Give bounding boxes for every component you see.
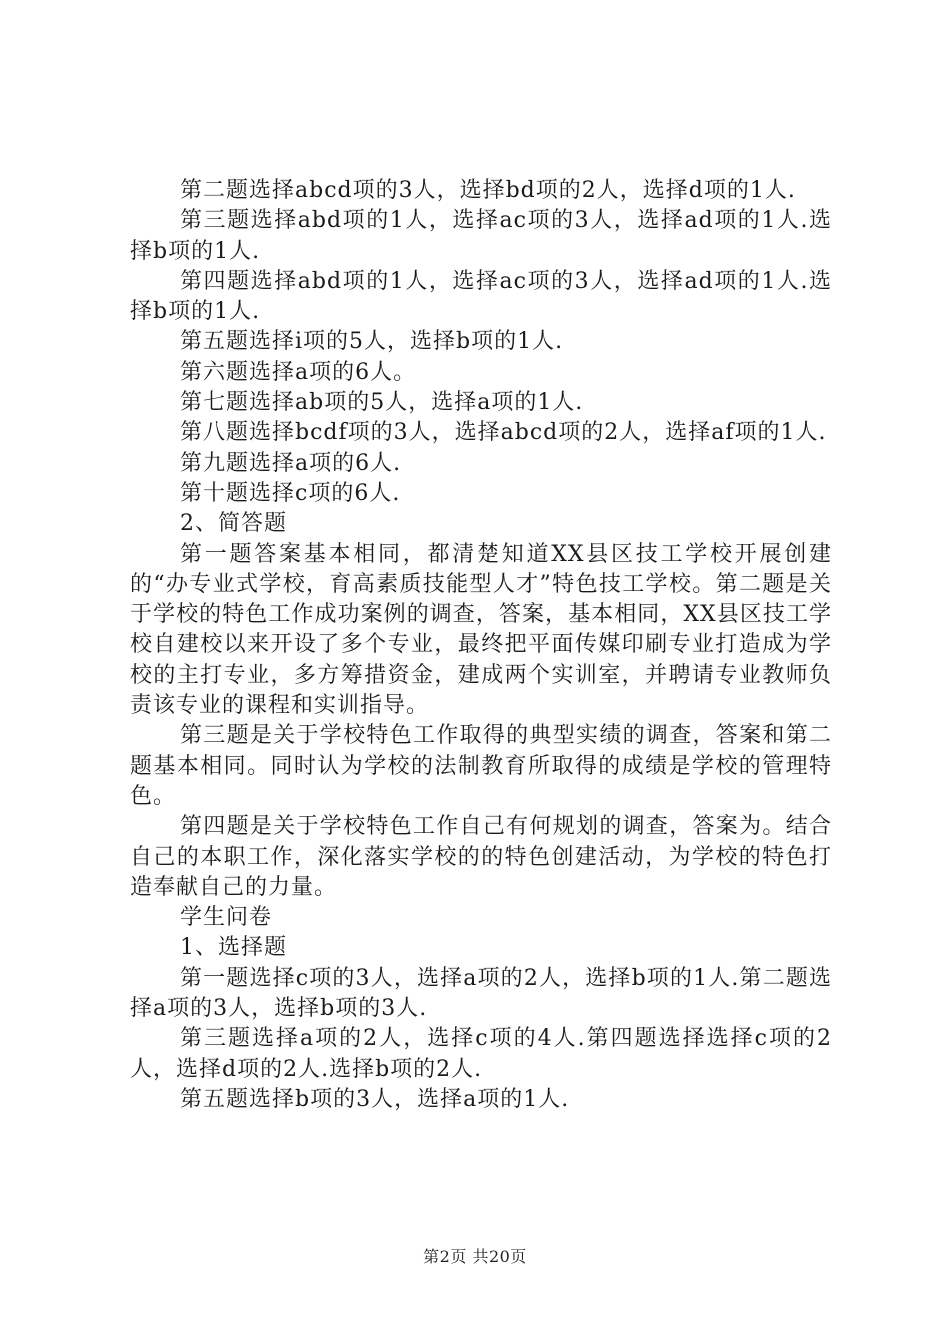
paragraph-q5: 第五题选择i项的5人，选择b项的1人. — [180, 329, 564, 355]
paragraph-q4: 第四题选择abd项的1人，选择ac项的3人，选择ad项的1人.选择b项的1人. — [130, 268, 832, 325]
section-heading-student-survey: 学生问卷 — [180, 905, 273, 931]
paragraph-q10: 第十题选择c项的6人. — [180, 480, 401, 506]
paragraph-student-q1-q2: 第一题选择c项的3人，选择a项的2人，选择b项的1人.第二题选择a项的3人，选择b项的3人. — [130, 965, 832, 1022]
paragraph-student-q3-q4: 第三题选择a项的2人，选择c项的4人.第四题选择选择c项的2人，选择d项的2人.选择b项的2人. — [130, 1026, 832, 1082]
paragraph-q9: 第九题选择a项的6人. — [180, 450, 402, 476]
page-number-footer: 第2页 共20页 — [423, 1247, 527, 1266]
paragraph-q7: 第七题选择ab项的5人，选择a项的1人. — [180, 390, 584, 416]
section-heading-short-answer: 2、简答题 — [180, 511, 287, 537]
paragraph-q8: 第八题选择bcdf项的3人，选择abcd项的2人，选择af项的1人. — [180, 420, 827, 446]
paragraph-short-answer-3: 第三题是关于学校特色工作取得的典型实绩的调查，答案和第二题基本相同。同时认为学校的法制教育所取得的成绩是学校的管理特色。 — [130, 723, 832, 809]
paragraph-student-q5: 第五题选择b项的3人，选择a项的1人. — [180, 1086, 570, 1112]
paragraph-short-answer-1-2: 第一题答案基本相同，都清楚知道XX县区技工学校开展创建的“办专业式学校，育高素质技能型人才”特色技工学校。第二题是关于学校的特色工作成功案例的调查，答案，基本相同，XX县区技工学校自建校以来开设了多个专业，最终把平面传媒印刷专业打造成为学校的主打专业，多方筹措资金，建成两个实训室，并聘请专业教师负责该专业的课程和实训指导。 — [130, 541, 832, 719]
paragraph-q3: 第三题选择abd项的1人，选择ac项的3人，选择ad项的1人.选择b项的1人. — [130, 208, 832, 264]
section-heading-choice: 1、选择题 — [180, 935, 287, 961]
paragraph-q2: 第二题选择abcd项的3人，选择bd项的2人，选择d项的1人. — [180, 178, 796, 203]
paragraph-short-answer-4: 第四题是关于学校特色工作自己有何规划的调查，答案为。结合自己的本职工作，深化落实学校的的特色创建活动，为学校的特色打造奉献自己的力量。 — [130, 814, 832, 900]
paragraph-q6: 第六题选择a项的6人。 — [180, 359, 417, 385]
document-body — [130, 176, 832, 1115]
